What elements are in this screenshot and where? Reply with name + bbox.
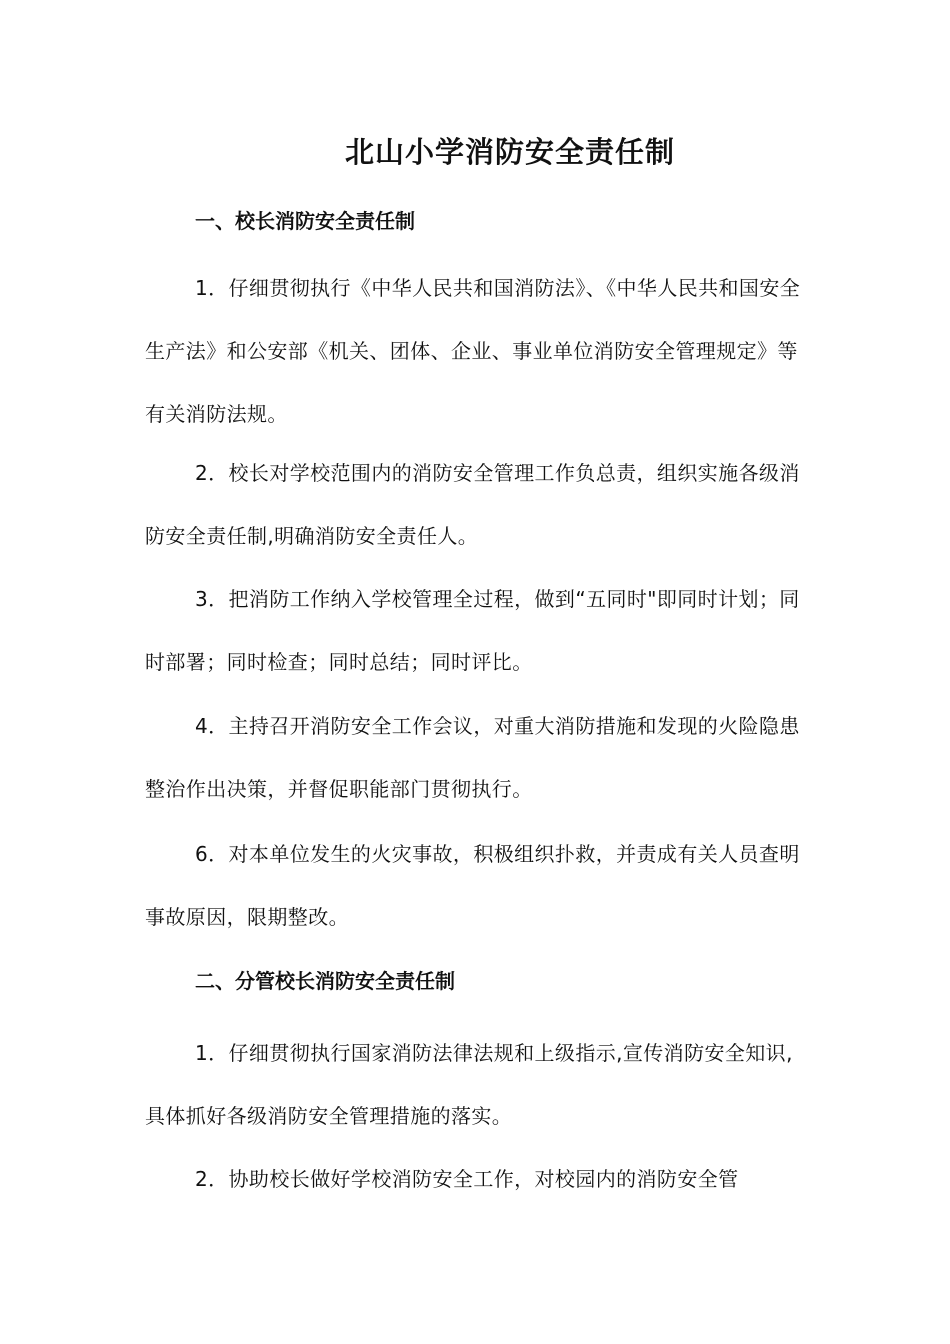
paragraph: 1．仔细贯彻执行国家消防法律法规和上级指示,宣传消防安全知识,具体抓好各级消防安全管理措施的落实。 (145, 1041, 793, 1128)
paragraph: 6．对本单位发生的火灾事故，积极组织扑救，并责成有关人员查明事故原因，限期整改。 (145, 842, 800, 929)
section-heading-vice-principal: 二、分管校长消防安全责任制 (195, 969, 455, 993)
paragraph: 3．把消防工作纳入学校管理全过程，做到“五同时"即同时计划；同时部署；同时检查；同时总结；同时评比。 (145, 587, 800, 674)
section-heading-principal: 一、校长消防安全责任制 (195, 209, 415, 233)
paragraph: 2．校长对学校范围内的消防安全管理工作负总责，组织实施各级消防安全责任制,明确消防安全责任人。 (145, 461, 800, 548)
paragraph: 1．仔细贯彻执行《中华人民共和国消防法》、《中华人民共和国安全生产法》和公安部《机关、团体、企业、事业单位消防安全管理规定》等有关消防法规。 (145, 276, 801, 426)
paragraph: 2．协助校长做好学校消防安全工作，对校园内的消防安全管 (195, 1167, 739, 1191)
page-title: 北山小学消防安全责任制 (344, 135, 675, 169)
paragraph: 4．主持召开消防安全工作会议，对重大消防措施和发现的火险隐患整治作出决策，并督促职能部门贯彻执行。 (145, 714, 800, 801)
